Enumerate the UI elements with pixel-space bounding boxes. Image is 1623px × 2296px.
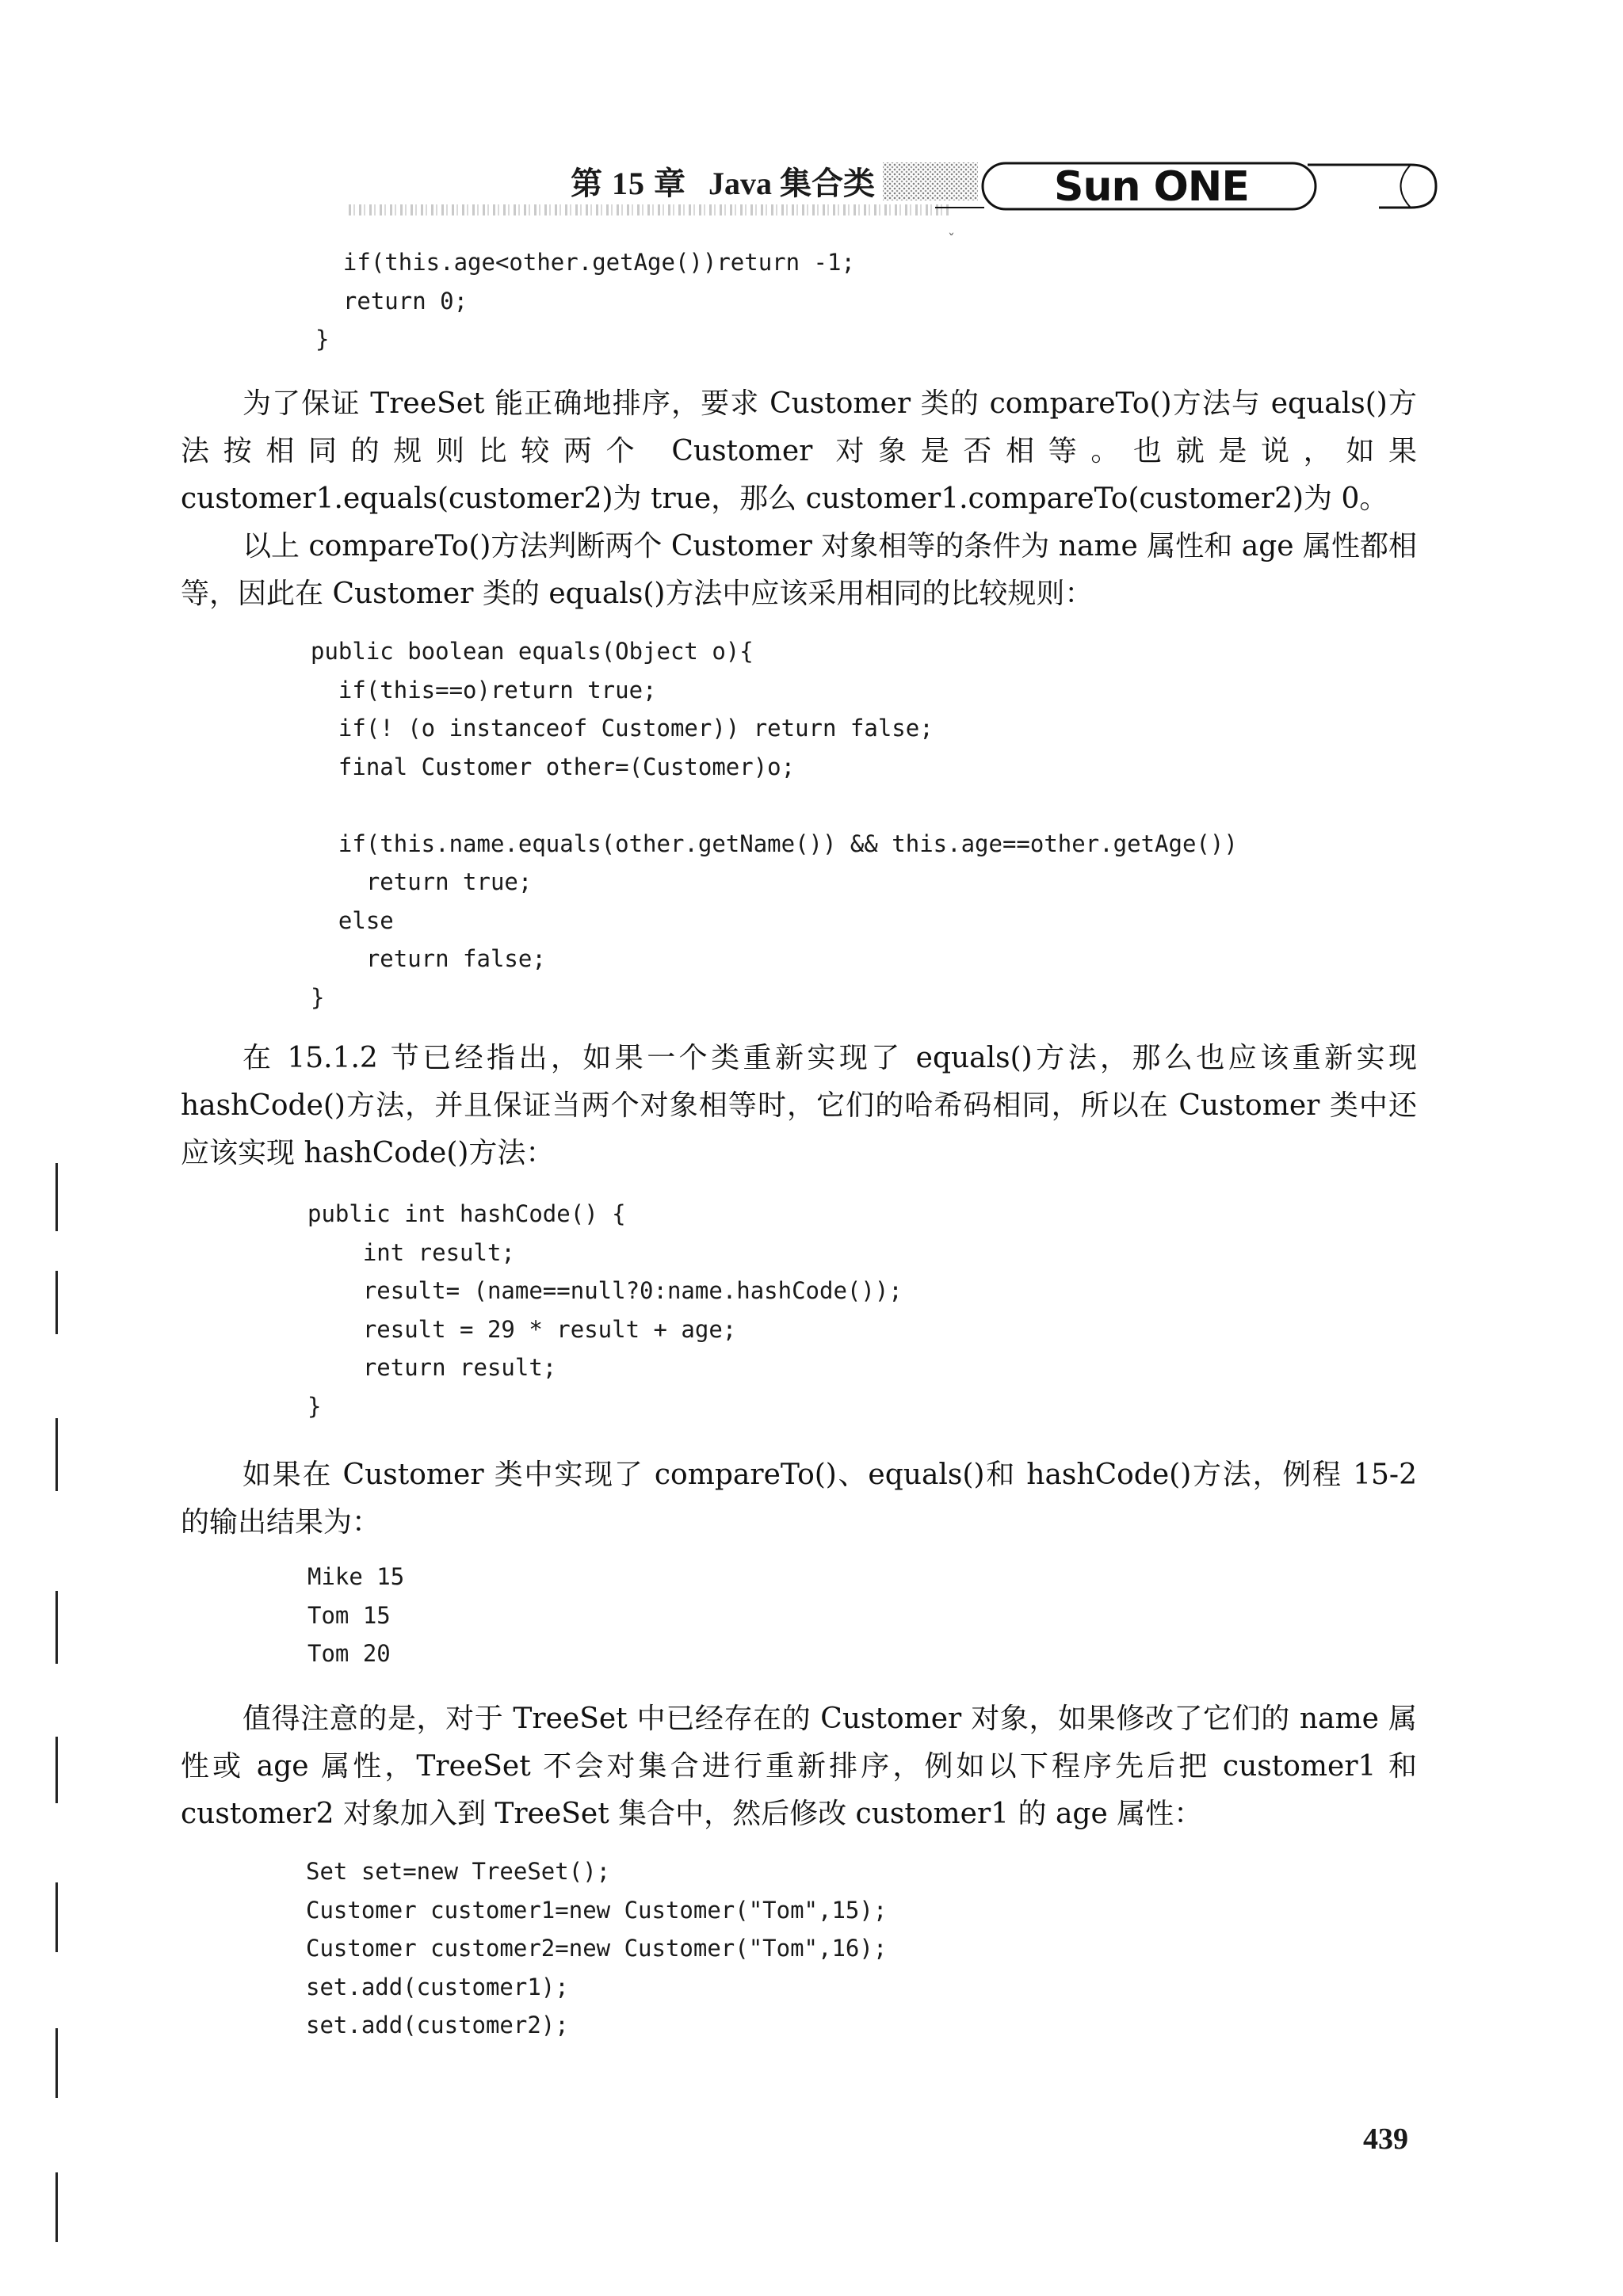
code-line: }	[315, 326, 330, 353]
code-line: return result;	[307, 1354, 557, 1381]
logo-text: Sun ONE	[1054, 163, 1249, 211]
margin-scan-mark	[55, 1737, 58, 1803]
code-line: int result;	[307, 1238, 515, 1266]
code-line: final Customer other=(Customer)o;	[311, 753, 796, 780]
paragraph: 值得注意的是，对于 TreeSet 中已经存在的 Customer 对象，如果修改了它们的 name 属性或 age 属性，TreeSet 不会对集合进行重新排序，例如以下程序先后把 customer1 和 customer2 对象加入到 TreeSet 集合中，然后修改 customer1 的 age 属性：	[181, 1703, 1417, 1830]
output-block	[307, 1558, 404, 1673]
output-line: Mike 15	[307, 1563, 405, 1590]
code-line: Set set=new TreeSet();	[306, 1858, 611, 1885]
chapter-label: 第 15 章	[571, 166, 686, 201]
code-line: if(! (o instanceof Customer)) return false;	[311, 715, 934, 742]
margin-scan-mark	[55, 1591, 58, 1664]
running-header	[571, 158, 978, 204]
code-line: if(this.age<other.getAge())return -1;	[315, 249, 855, 276]
code-line: }	[307, 1392, 322, 1420]
code-line: set.add(customer2);	[306, 2012, 569, 2039]
header-tick-mark: ˇ	[948, 231, 955, 248]
code-line: Customer customer2=new Customer("Tom",16);	[306, 1935, 888, 1962]
header-dotted-rule	[349, 204, 951, 215]
code-line: return false;	[311, 945, 546, 972]
page-number: 439	[1363, 2122, 1408, 2156]
code-block-compareto-end	[315, 243, 855, 359]
code-block-treeset-example	[306, 1852, 887, 2045]
code-line: result = 29 * result + age;	[307, 1315, 737, 1343]
code-block-equals	[311, 632, 1238, 1016]
code-line: Customer customer1=new Customer("Tom",15);	[306, 1896, 888, 1924]
paragraph: 以上 compareTo()方法判断两个 Customer 对象相等的条件为 name 属性和 age 属性都相等，因此在 Customer 类的 equals()方法中应该采用相同的比较规则：	[181, 530, 1417, 610]
margin-scan-mark	[55, 2028, 58, 2098]
code-line: return true;	[311, 868, 533, 895]
paragraph: 为了保证 TreeSet 能正确地排序，要求 Customer 类的 compareTo()方法与 equals()方法按相同的规则比较两个 Customer 对象是否相等。也就是说，如果 customer1.equals(customer2)为 true，那么 customer1.compareTo(customer2)为 0。	[181, 387, 1417, 515]
margin-scan-mark	[55, 1418, 58, 1491]
code-line: return 0;	[315, 287, 468, 315]
code-line: public int hashCode() {	[307, 1200, 626, 1227]
code-line: set.add(customer1);	[306, 1973, 569, 2000]
code-line	[311, 786, 1238, 825]
code-line: else	[311, 906, 394, 934]
margin-scan-mark	[55, 1882, 58, 1952]
paragraph: 在 15.1.2 节已经指出，如果一个类重新实现了 equals()方法，那么也应该重新实现 hashCode()方法，并且保证当两个对象相等时，它们的哈希码相同，所以在 Customer 类中还应该实现 hashCode()方法：	[181, 1042, 1417, 1169]
code-line: public boolean equals(Object o){	[311, 638, 754, 665]
code-line: result= (name==null?0:name.hashCode());	[307, 1277, 903, 1304]
code-line: }	[311, 983, 325, 1011]
sun-one-logo	[935, 155, 1449, 217]
margin-scan-mark	[55, 1163, 58, 1231]
code-line: if(this==o)return true;	[311, 676, 657, 704]
output-line: Tom 20	[307, 1640, 391, 1667]
output-line: Tom 15	[307, 1601, 391, 1629]
margin-scan-mark	[55, 2172, 58, 2242]
chapter-title: Java 集合类	[708, 166, 875, 201]
code-line: if(this.name.equals(other.getName()) && this.age==other.getAge())	[311, 830, 1238, 857]
paragraph: 如果在 Customer 类中实现了 compareTo()、equals()和 hashCode()方法，例程 15-2 的输出结果为：	[181, 1459, 1417, 1539]
code-block-hashcode	[307, 1195, 903, 1425]
margin-scan-mark	[55, 1271, 58, 1334]
